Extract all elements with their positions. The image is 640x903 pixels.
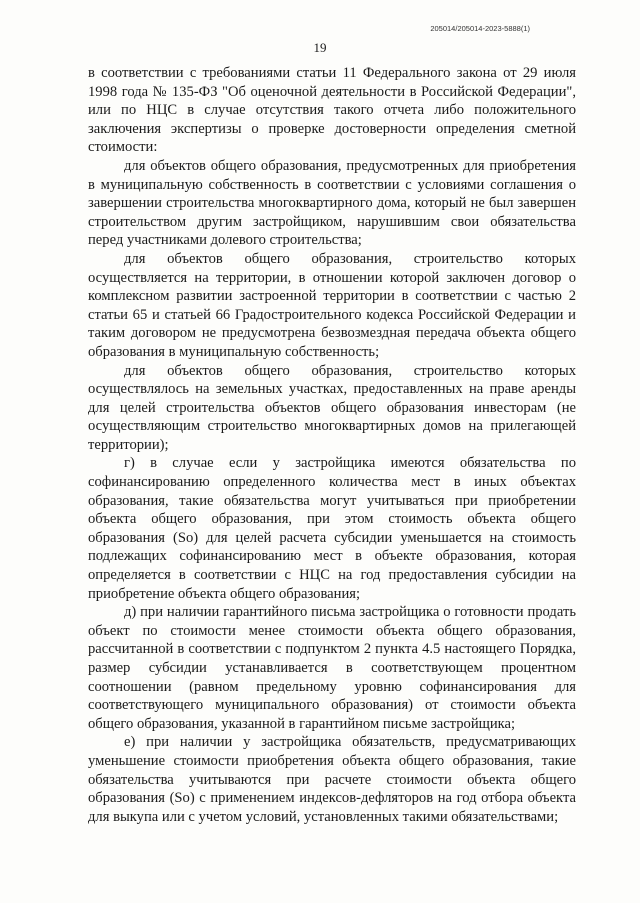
page-number: 19 [313,40,327,55]
paragraph: д) при наличии гарантийного письма застройщика о готовности продать объект по стоимости менее стоимости объекта общего образования, рассчитанной в соответствии с подпунктом 2 пункта 4.5 настоящего Порядка, размер субсидии устанавливается в соответствующем процентном соотношении (равном предельному уровню софинансирования для соответствующего муниципального образования) от стоимости объекта общего образования, указанной в гарантийном письме застройщика; [88,604,576,732]
paragraph: для объектов общего образования, предусмотренных для приобретения в муниципальную собственность в соответствии с условиями соглашения о завершении строительства многоквартирного дома, который не был завершен строительством другим застройщиком, нарушившим свои обязательства перед участниками долевого строительства; [88,157,576,249]
paragraph: в соответствии с требованиями статьи 11 Федерального закона от 29 июля 1998 года № 135-ФЗ "Об оценочной деятельности в Российской Федерации", или по НЦС в случае отсутствия такого отчета либо положительного заключения экспертизы о проверке достоверности определения сметной стоимости: [88,65,576,156]
paragraph: для объектов общего образования, строительство которых осуществлялось на земельных участках, предоставленных на праве аренды для целей строительства объектов общего образования инвесторам (не осуществляющим строительство многоквартирных домов на прилегающей территории); [88,362,576,453]
paragraph: для объектов общего образования, строительство которых осуществляется на территории, в отношении которой заключен договор о комплексном развитии застроенной территории в соответствии с частью 2 статьи 65 и статьей 66 Градостроительного кодекса Российской Федерации и таким договором не предусмотрена безвозмездная передача объекта общего образования в муниципальную собственность; [88,250,576,360]
paragraph: г) в случае если у застройщика имеются обязательства по софинансированию определенного количества мест в иных объектах образования, такие обязательства могут учитываться при приобретении объекта общего образования, при этом стоимость объекта общего образования (So) для целей расчета субсидии уменьшается на стоимость подлежащих софинансированию мест в объекте образования, которая определяется в соответствии с НЦС на год предоставления субсидии на приобретение объекта общего образования; [88,455,576,602]
paragraph: е) при наличии у застройщика обязательств, предусматривающих уменьшение стоимости приобретения объекта общего образования, такие обязательства учитываются при расчете стоимости объекта общего образования (So) с применением индексов-дефляторов на год отбора объекта для выкупа или с учетом условий, установленных такими обязательствами; [88,734,576,825]
document-id: 205014/205014-2023-5888(1) [430,24,530,33]
document-body [88,64,576,826]
